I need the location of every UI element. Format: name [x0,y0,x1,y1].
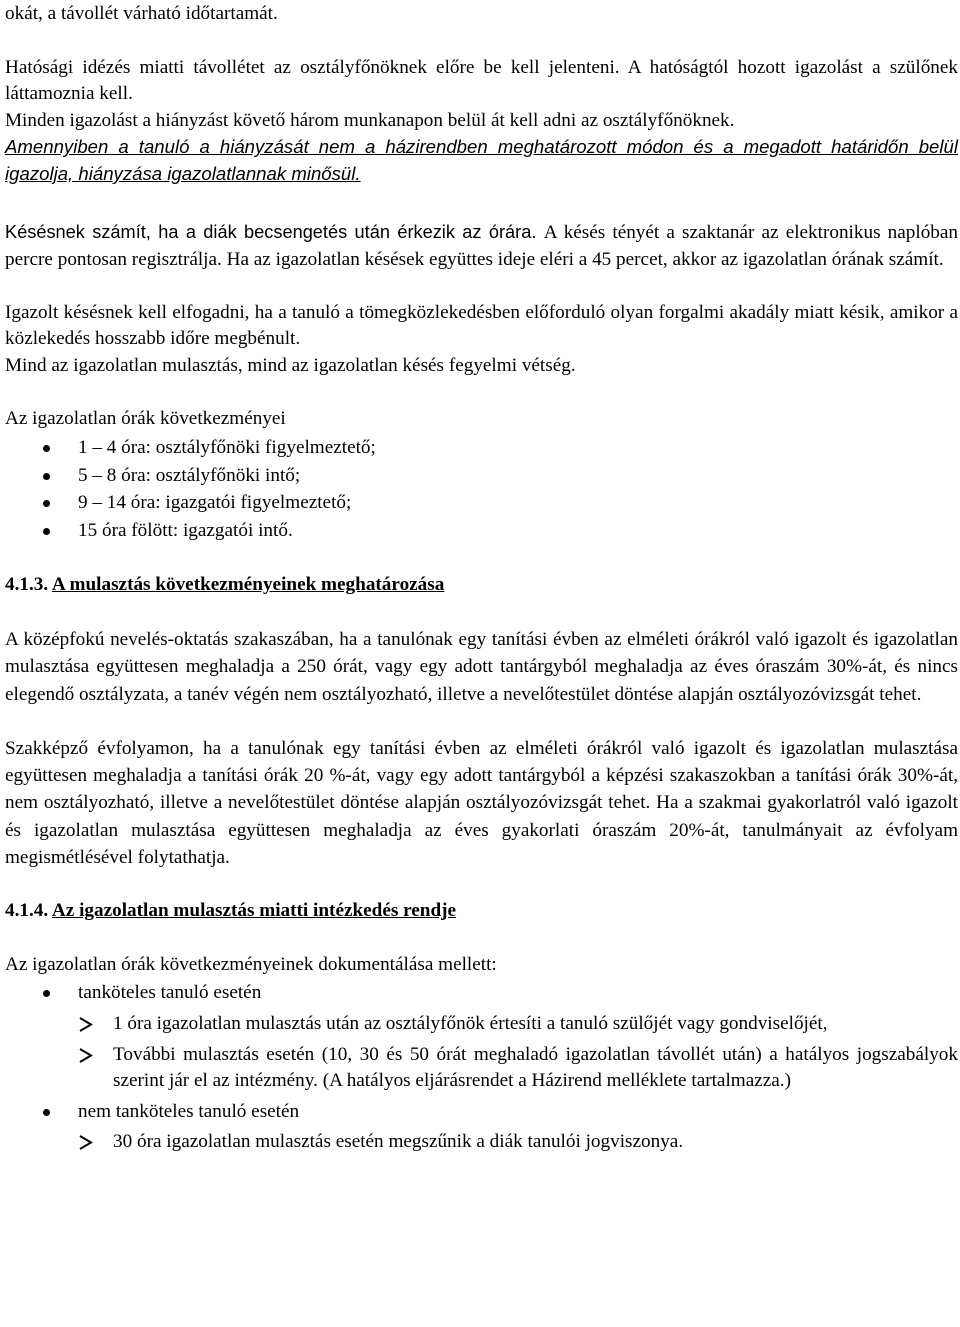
paragraph-consequences-heading: Az igazolatlan órák következményei [5,408,286,430]
section-heading-4-1-3 [5,572,958,599]
list-item [5,463,958,490]
section-heading-4-1-4 [5,898,958,925]
arrow-bullet-icon [79,1048,93,1063]
bullet-icon [43,500,50,507]
consequence-1: 1 – 4 óra: osztályfőnöki figyelmeztető; [78,436,376,458]
section-title: Az igazolatlan mulasztás miatti intézkedés rendje [51,900,457,922]
arrow-bullet-icon [79,1135,93,1150]
measure-item: 30 óra igazolatlan mulasztás esetén megszűnik a diák tanulói jogviszonya. [113,1131,684,1153]
list-item [5,980,958,1007]
paragraph-secondary-absence: A középfokú nevelés-oktatás szakaszában, ha a tanulónak egy tanítási évben az elméleti órákról való igazolt és igazolatlan mulasztása együttesen meghaladja a 250 órát, vagy egy adott tantárgyból meghaladja az éves óraszám 30%-át, és nincs elegendő osztályzata, a tanév végén nem osztályozható, illetve a nevelőtestület döntése alapján osztályozóvizsgát tehet. [5,628,958,705]
bullet-icon [43,528,50,535]
paragraph-leave-duration: okát, a távollét várható időtartamát. [5,3,278,24]
group-label-noncompulsory: nem tanköteles tanuló esetén [78,1100,300,1122]
list-item [5,435,958,462]
measures-list [5,980,958,1156]
measure-item: 1 óra igazolatlan mulasztás után az osztályfőnök értesíti a tanuló szülőjét vagy gondviselőjét, [113,1013,828,1035]
paragraph-vocational-absence: Szakképző évfolyamon, ha a tanulónak egy tanítási évben az elméleti órákról való igazolt és igazolatlan mulasztása együttesen meghaladja a tanítási órák 20 %-át, vagy egy adott tantárgyból a képzési szakaszokban a tanítási órák 30%-át, nem osztályozható, illetve a nevelőtestület döntése alapján osztályozóvizsgát tehet. Ha a szakmai gyakorlatról való igazolt és igazolatlan mulasztása együttesen meghaladja az éves gyakorlati óraszám 20%-át, tanulmányait az évfolyam megismétlésével folytathatja. [5,737,958,868]
consequence-3: 9 – 14 óra: igazgatói figyelmeztető; [78,492,352,514]
list-item [5,1129,958,1156]
list-item [5,518,958,545]
paragraph-disciplinary: Mind az igazolatlan mulasztás, mind az igazolatlan késés fegyelmi vétség. [5,354,576,376]
lateness-registration: A késés tényét a szaktanár az elektronikus naplóban percre pontosan regisztrálja. Ha az igazolatlan késések együttes ideje eléri a 45 percet, akkor az igazolatlan órának számít. [5,221,958,270]
document-page [5,1,958,1156]
paragraph-unexcused-rule: Amennyiben a tanuló a hiányzását nem a házirendben meghatározott módon és a megadott határidőn belül igazolja, hiányzása igazolatlannak minősül. [5,136,958,184]
bullet-icon [43,990,50,997]
paragraph-submission-deadline: Minden igazolást a hiányzást követő három munkanapon belül át kell adni az osztályfőnöknek. [5,109,735,131]
section-number: 4.1.4. [5,900,49,922]
measure-item: További mulasztás esetén (10, 30 és 50 órát meghaladó igazolatlan távollét után) a hatályos jogszabályok szerint jár el az intézmény. (A hatályos eljárásrendet a Házirend melléklete tartalmazza.) [113,1043,958,1092]
bullet-icon [43,473,50,480]
list-item [5,1011,958,1038]
paragraph-measures-intro: Az igazolatlan órák következményeinek dokumentálása mellett: [5,953,497,975]
list-item [5,1042,958,1095]
group-label-compulsory: tanköteles tanuló esetén [78,982,262,1004]
paragraph-excused-lateness: Igazolt késésnek kell elfogadni, ha a tanuló a tömegközlekedésben előforduló olyan forgalmi akadály miatt késik, amikor a közlekedés hosszabb időre megbénult. [5,301,958,350]
bullet-icon [43,445,50,452]
list-item [5,490,958,517]
section-number: 4.1.3. [5,574,49,596]
lateness-definition: Késésnek számít, ha a diák becsengetés után érkezik az órára. [5,221,537,242]
list-item [5,1099,958,1126]
section-title: A mulasztás következményeinek meghatározása [51,574,445,596]
paragraph-official-summons: Hatósági idézés miatti távollétet az osztályfőnöknek előre be kell jelenteni. A hatóságtól hozott igazolást a szülőnek láttamoznia kell. [5,56,958,105]
arrow-bullet-icon [79,1017,93,1032]
consequence-2: 5 – 8 óra: osztályfőnöki intő; [78,464,301,486]
consequences-list [5,435,958,544]
consequence-4: 15 óra fölött: igazgatói intő. [78,519,293,541]
paragraph-lateness [5,219,958,273]
bullet-icon [43,1109,50,1116]
